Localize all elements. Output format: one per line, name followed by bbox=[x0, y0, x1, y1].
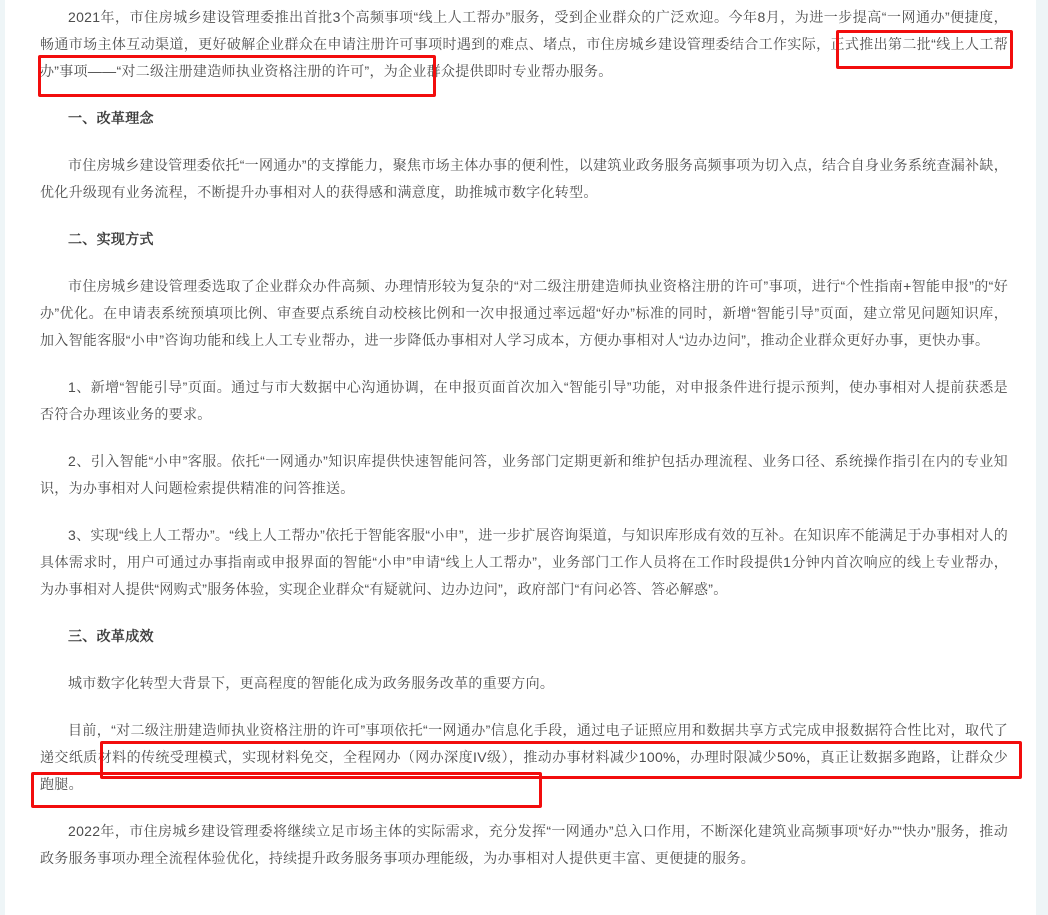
article-content bbox=[40, 4, 1008, 892]
left-margin-band bbox=[0, 0, 5, 915]
reform-concept-paragraph: 市住房城乡建设管理委依托“一网通办”的支撑能力，聚焦市场主体办事的便利性，以建筑业政务服务高频事项为切入点，结合自身业务系统查漏补缺，优化升级现有业务流程，不断提升办事相对人的获得感和满意度，助推城市数字化转型。 bbox=[40, 157, 1008, 200]
implementation-paragraph: 市住房城乡建设管理委选取了企业群众办件高频、办理情形较为复杂的“对二级注册建造师执业资格注册的许可”事项，进行“个性指南+智能申报”的“好办”优化。在申请表系统预填项比例、审查要点系统自动校核比例和一次申报通过率远超“好办”标准的同时，新增“智能引导”页面，建立常见问题知识库，加入智能客服“小申”咨询功能和线上人工专业帮办，进一步降低办事相对人学习成本，方便办事相对人“边办边问”，推动企业群众更好办事，更快办事。 bbox=[40, 278, 1008, 348]
list-item-online-manual-help: 3、实现“线上人工帮办”。“线上人工帮办”依托于智能客服“小申”，进一步扩展咨询渠道，与知识库形成有效的互补。在知识库不能满足于办事相对人的具体需求时，用户可通过办事指南或申报界面的智能“小申”申请“线上人工帮办”，业务部门工作人员将在工作时段提供1分钟内首次响应的线上专业帮办，为办事相对人提供“网购式”服务体验，实现企业群众“有疑就问、边办边问”，政府部门“有问必答、答必解惑”。 bbox=[40, 527, 1008, 597]
section-heading-implementation: 二、实现方式 bbox=[68, 231, 154, 247]
list-item-smart-customer-service: 2、引入智能“小申”客服。依托“一网通办”知识库提供快速智能问答，业务部门定期更新和维护包括办理流程、业务口径、系统操作指引在内的专业知识，为办事相对人问题检索提供精准的问答推送。 bbox=[40, 453, 1008, 496]
results-intro-paragraph: 城市数字化转型大背景下，更高程度的智能化成为政务服务改革的重要方向。 bbox=[68, 675, 555, 691]
list-item-smart-guide: 1、新增“智能引导”页面。通过与市大数据中心沟通协调，在申报页面首次加入“智能引导”功能，对申报条件进行提示预判，使办事相对人提前获悉是否符合办理该业务的要求。 bbox=[40, 379, 1008, 422]
outlook-paragraph: 2022年，市住房城乡建设管理委将继续立足市场主体的实际需求，充分发挥“一网通办”总入口作用，不断深化建筑业高频事项“好办”“快办”服务，推动政务服务事项办理全流程体验优化，持续提升政务服务事项办理能级，为办事相对人提供更丰富、更便捷的服务。 bbox=[40, 823, 1008, 866]
results-detail-paragraph: 目前，“对二级注册建造师执业资格注册的许可”事项依托“一网通办”信息化手段，通过电子证照应用和数据共享方式完成申报数据符合性比对，取代了递交纸质材料的传统受理模式，实现材料免交，全程网办（网办深度IV级），推动办事材料减少100%，办理时限减少50%，真正让数据多跑路，让群众少跑腿。 bbox=[40, 722, 1008, 792]
section-heading-reform-results: 三、改革成效 bbox=[68, 628, 154, 644]
intro-paragraph: 2021年，市住房城乡建设管理委推出首批3个高频事项“线上人工帮办”服务，受到企业群众的广泛欢迎。今年8月，为进一步提高“一网通办”便捷度，畅通市场主体互动渠道，更好破解企业群众在申请注册许可事项时遇到的难点、堵点，市住房城乡建设管理委结合工作实际，正式推出第二批“线上人工帮办”事项——“对二级注册建造师执业资格注册的许可”，为企业群众提供即时专业帮办服务。 bbox=[40, 9, 1008, 79]
section-heading-reform-concept: 一、改革理念 bbox=[68, 110, 154, 126]
right-margin-band bbox=[1036, 0, 1048, 915]
